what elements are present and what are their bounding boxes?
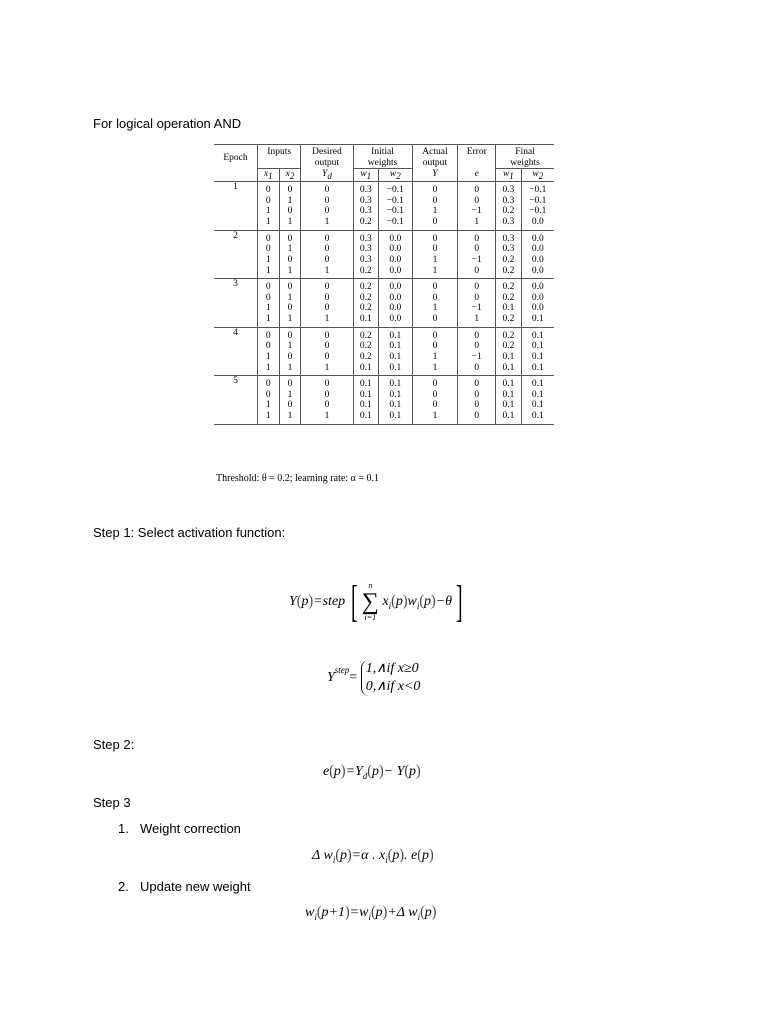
epoch-cell <box>214 206 257 217</box>
table-cell: 0 <box>279 400 301 411</box>
table-cell: 1 <box>257 206 279 217</box>
table-cell: 0.1 <box>378 400 412 411</box>
table-cell: 0 <box>458 182 496 196</box>
table-cell: 0 <box>279 230 301 244</box>
table-cell: 0.1 <box>378 411 412 424</box>
table-cell: 1 <box>279 196 301 207</box>
activation-equation: Y(p)=step [ n ∑ i=1 $x_i(p)w_i(p)-\theta$] <box>289 577 463 626</box>
table-cell: 0.3 <box>496 244 521 255</box>
table-cell: 1 <box>257 255 279 266</box>
col-epoch: Epoch <box>214 145 257 169</box>
col-initial-weights: Initial <box>353 145 412 158</box>
table-cell: 0.3 <box>496 217 521 230</box>
table-cell: 0.2 <box>496 327 521 341</box>
table-cell: 0.0 <box>378 230 412 244</box>
table-cell: 0 <box>301 400 353 411</box>
table-row <box>214 314 554 327</box>
table-cell: 0 <box>301 206 353 217</box>
training-table <box>214 144 554 425</box>
table-cell: 0 <box>301 303 353 314</box>
step3-heading: Step 3 <box>93 795 131 810</box>
col-initial-2: weights <box>353 158 412 169</box>
table-cell: 0.1 <box>353 376 378 390</box>
table-cell: 0 <box>458 293 496 304</box>
table-cell: 0.1 <box>353 314 378 327</box>
table-cell: 0.3 <box>353 230 378 244</box>
table-cell: 0.1 <box>531 330 544 341</box>
table-row <box>214 376 554 390</box>
table-row <box>214 230 554 244</box>
table-cell: 0 <box>412 182 458 196</box>
table-cell: 0 <box>279 376 301 390</box>
table-cell: 1 <box>412 303 458 314</box>
table-cell: 0.3 <box>496 196 521 207</box>
table-cell: 0.1 <box>496 390 521 401</box>
table-cell: 0 <box>301 352 353 363</box>
col-desired: Desired <box>301 145 353 158</box>
table-cell: 0.1 <box>353 390 378 401</box>
table-cell: 1 <box>412 352 458 363</box>
table-row <box>214 293 554 304</box>
table-cell: 0.1 <box>521 411 554 424</box>
table-row <box>214 217 554 230</box>
head-y: Y <box>412 169 458 182</box>
table-cell: 0 <box>279 327 301 341</box>
table-cell: 0 <box>301 376 353 390</box>
table-cell: 0.1 <box>531 351 544 362</box>
table-cell: 1 <box>279 341 301 352</box>
table-cell: 0.2 <box>353 293 378 304</box>
table-cell: 0 <box>301 196 353 207</box>
table-cell: −1 <box>458 206 496 217</box>
table-cell: 0.1 <box>353 363 378 376</box>
table-cell: 1 <box>279 411 301 424</box>
table-cell: 1 <box>301 314 353 327</box>
table-cell: 0 <box>412 390 458 401</box>
table-cell: 0.1 <box>378 390 412 401</box>
table-cell: 0 <box>301 255 353 266</box>
table-cell: 0.0 <box>378 303 412 314</box>
table-cell: 0 <box>301 293 353 304</box>
epoch-cell <box>214 217 257 230</box>
table-cell: 0.1 <box>531 389 544 400</box>
col-desired-2: output <box>301 158 353 169</box>
table-cell: 0.0 <box>531 303 544 314</box>
table-row <box>214 327 554 341</box>
table-cell: 0.2 <box>496 279 521 293</box>
epoch-cell <box>214 196 257 207</box>
table-cell: 0 <box>301 279 353 293</box>
table-row <box>214 255 554 266</box>
table-cell: 0 <box>279 255 301 266</box>
intro-text: For logical operation AND <box>93 116 242 131</box>
cases-brace: 1,∧if x≥0 0,∧if x<0 <box>361 660 421 696</box>
col-error: Error <box>458 145 496 158</box>
table-row <box>214 196 554 207</box>
table-row <box>214 390 554 401</box>
table-cell: 0 <box>412 327 458 341</box>
table-body <box>214 182 554 425</box>
epoch-cell <box>214 303 257 314</box>
table-row <box>214 411 554 424</box>
table-cell: 0 <box>279 206 301 217</box>
table-cell: 1 <box>257 352 279 363</box>
table-cell: 0.1 <box>378 376 412 390</box>
table-cell: 0 <box>279 352 301 363</box>
table-cell: 1 <box>257 400 279 411</box>
step1-heading: Step 1: Select activation function: <box>93 525 286 540</box>
table-cell: 0 <box>458 400 496 411</box>
table-cell: 0 <box>458 341 496 352</box>
col-actual-2: output <box>412 158 458 169</box>
table-cell: 0 <box>412 244 458 255</box>
table-row <box>214 303 554 314</box>
table-cell: 0 <box>279 182 301 196</box>
col-final-2: weights <box>510 157 540 168</box>
table-cell: −0.1 <box>378 217 412 230</box>
perceptron-training-table <box>214 144 554 475</box>
table-cell: 0 <box>458 327 496 341</box>
table-cell: 1 <box>301 217 353 230</box>
head-fw1: $w_1$ <box>496 169 521 182</box>
weight-update-equation: $w_i(p+1)=w_i(p)+\Delta$ $w_i(p)$ <box>305 904 437 922</box>
table-cell: 0 <box>458 376 496 390</box>
col-final-weights: Final <box>496 145 554 158</box>
table-row <box>214 244 554 255</box>
table-cell: 0.1 <box>378 341 412 352</box>
epoch-cell <box>214 411 257 424</box>
epoch-cell <box>214 363 257 376</box>
table-cell: 0 <box>458 266 496 279</box>
table-cell: 0.1 <box>521 314 554 327</box>
table-cell: 1 <box>257 363 279 376</box>
table-cell: 0.3 <box>353 255 378 266</box>
table-cell: −0.1 <box>529 195 547 206</box>
table-cell: 0.1 <box>496 303 521 314</box>
epoch-cell <box>214 293 257 304</box>
table-cell: 0.2 <box>353 352 378 363</box>
table-cell: 0 <box>458 196 496 207</box>
table-cell: 0.1 <box>496 363 521 376</box>
table-cell: 1 <box>412 363 458 376</box>
table-caption: Threshold: θ = 0.2; learning rate: α = 0.1 <box>216 473 379 484</box>
table-cell: 0.1 <box>496 376 521 390</box>
epoch-cell: 3 <box>214 279 257 293</box>
table-cell: 0.0 <box>378 255 412 266</box>
table-cell: 1 <box>257 303 279 314</box>
table-cell: 0 <box>458 411 496 424</box>
table-cell: 0.3 <box>353 182 378 196</box>
table-cell: 0 <box>257 230 279 244</box>
table-cell: 0 <box>412 341 458 352</box>
table-cell: 0 <box>301 341 353 352</box>
table-cell: 0.2 <box>496 341 521 352</box>
table-cell: 0 <box>458 244 496 255</box>
table-cell: 0.2 <box>496 314 521 327</box>
table-cell: 0 <box>412 293 458 304</box>
table-cell: 1 <box>412 411 458 424</box>
table-cell: 1 <box>279 314 301 327</box>
table-cell: 0.0 <box>378 266 412 279</box>
head-yd: $Y_d$ <box>301 169 353 182</box>
epoch-cell: 1 <box>214 182 257 196</box>
table-row <box>214 363 554 376</box>
sum-sign: n ∑ i=1 <box>361 581 379 622</box>
table-cell: 0 <box>412 400 458 411</box>
table-cell: 0 <box>279 303 301 314</box>
table-cell: −1 <box>458 303 496 314</box>
table-cell: 0.2 <box>353 279 378 293</box>
col-actual: Actual <box>412 145 458 158</box>
table-row <box>214 182 554 196</box>
table-cell: −1 <box>458 352 496 363</box>
table-cell: 0.3 <box>353 244 378 255</box>
table-cell: 0 <box>257 390 279 401</box>
head-e: e <box>458 169 496 182</box>
table-cell: 0 <box>257 196 279 207</box>
head-w1: $w_1$ <box>353 169 378 182</box>
table-cell: 0 <box>412 376 458 390</box>
epoch-cell <box>214 244 257 255</box>
table-cell: 1 <box>458 314 496 327</box>
table-cell: 1 <box>279 217 301 230</box>
table-cell: 0.0 <box>531 244 544 255</box>
table-cell: 1 <box>301 411 353 424</box>
table-cell: −1 <box>458 255 496 266</box>
step2-heading: Step 2: <box>93 737 135 752</box>
table-cell: 0 <box>301 390 353 401</box>
table-cell: 0.1 <box>378 363 412 376</box>
table-cell: 0.3 <box>496 230 521 244</box>
table-cell: 1 <box>279 390 301 401</box>
table-row <box>214 266 554 279</box>
table-cell: 0 <box>301 327 353 341</box>
table-cell: 0 <box>301 244 353 255</box>
table-cell: −0.1 <box>529 206 547 217</box>
table-cell: 0.1 <box>378 352 412 363</box>
table-cell: 0.3 <box>353 206 378 217</box>
table-cell: 0 <box>301 230 353 244</box>
table-cell: 1 <box>301 363 353 376</box>
table-row <box>214 341 554 352</box>
table-cell: 0 <box>257 293 279 304</box>
epoch-cell: 5 <box>214 376 257 390</box>
table-cell: 0.0 <box>378 244 412 255</box>
table-row <box>214 400 554 411</box>
table-cell: 0.1 <box>496 411 521 424</box>
table-cell: 0.1 <box>353 400 378 411</box>
epoch-cell <box>214 390 257 401</box>
table-cell: 0 <box>412 314 458 327</box>
table-cell: −0.1 <box>378 182 412 196</box>
table-cell: 0.0 <box>531 233 544 244</box>
table-cell: 0.2 <box>496 255 521 266</box>
col-inputs: Inputs <box>257 145 300 158</box>
table-cell: −0.1 <box>378 196 412 207</box>
step-function-equation: $Y^{step}=$ 1,∧if x≥0 0,∧if x<0 <box>327 661 421 694</box>
table-cell: 0.3 <box>353 196 378 207</box>
table-cell: 0.0 <box>521 217 554 230</box>
epoch-cell <box>214 352 257 363</box>
table-row <box>214 279 554 293</box>
table-cell: 0.0 <box>531 254 544 265</box>
table-cell: 1 <box>279 244 301 255</box>
table-cell: 1 <box>279 293 301 304</box>
epoch-cell: 2 <box>214 230 257 244</box>
table-cell: 0 <box>301 182 353 196</box>
table-cell: 1 <box>257 217 279 230</box>
table-cell: 0.1 <box>531 341 544 352</box>
table-cell: 0 <box>257 279 279 293</box>
table-cell: 0.2 <box>496 266 521 279</box>
table-cell: 0 <box>458 390 496 401</box>
table-cell: 0 <box>412 230 458 244</box>
table-cell: 0 <box>412 196 458 207</box>
table-cell: 0.1 <box>531 400 544 411</box>
table-cell: 1 <box>279 363 301 376</box>
head-fw2: $w_2$ <box>521 169 554 182</box>
table-cell: 1 <box>257 411 279 424</box>
table-cell: 0.2 <box>496 206 521 217</box>
table-cell: 0.0 <box>378 293 412 304</box>
table-cell: 0.1 <box>378 327 412 341</box>
table-cell: 0.2 <box>353 327 378 341</box>
epoch-cell: 4 <box>214 327 257 341</box>
table-cell: 1 <box>257 266 279 279</box>
table-row <box>214 206 554 217</box>
table-cell: 0 <box>257 341 279 352</box>
table-cell: 1 <box>412 206 458 217</box>
table-cell: 0.2 <box>353 341 378 352</box>
table-cell: 0 <box>412 279 458 293</box>
error-equation: $e(p)=Y_d(p)- Y(p)$ <box>323 763 421 781</box>
table-cell: 0 <box>257 182 279 196</box>
table-cell: 1 <box>279 266 301 279</box>
epoch-cell <box>214 314 257 327</box>
table-cell: 0.0 <box>378 279 412 293</box>
table-cell: 0.0 <box>531 292 544 303</box>
head-w2: $w_2$ <box>378 169 412 182</box>
table-cell: 0 <box>279 279 301 293</box>
table-cell: 0.1 <box>496 352 521 363</box>
table-cell: 0 <box>458 279 496 293</box>
table-cell: 0.2 <box>353 266 378 279</box>
table-cell: −0.1 <box>378 206 412 217</box>
table-cell: 0.1 <box>531 379 544 390</box>
table-cell: 0 <box>412 217 458 230</box>
table-cell: 1 <box>412 266 458 279</box>
table-cell: 1 <box>257 314 279 327</box>
table-cell: 0.2 <box>353 217 378 230</box>
table-cell: 0.2 <box>496 293 521 304</box>
table-cell: 1 <box>301 266 353 279</box>
table-cell: 0 <box>458 230 496 244</box>
weight-correction-equation: Δ $w_i(p)=\alpha$ . $x_i(p)$. e(p) <box>312 847 434 865</box>
table-cell: 0 <box>257 376 279 390</box>
table-cell: 0.2 <box>353 303 378 314</box>
head-x1: $x_1$ <box>257 169 279 182</box>
head-x2: $x_2$ <box>279 169 301 182</box>
table-cell: 0 <box>458 363 496 376</box>
epoch-cell <box>214 255 257 266</box>
table-cell: 0.1 <box>353 411 378 424</box>
epoch-cell <box>214 266 257 279</box>
table-cell: 0.1 <box>521 363 554 376</box>
table-row <box>214 352 554 363</box>
epoch-cell <box>214 341 257 352</box>
table-cell: 0.1 <box>496 400 521 411</box>
table-cell: 0.3 <box>496 182 521 196</box>
table-cell: 0.0 <box>521 266 554 279</box>
table-cell: 0 <box>257 327 279 341</box>
table-cell: 0 <box>257 244 279 255</box>
table-cell: 1 <box>458 217 496 230</box>
table-cell: −0.1 <box>529 185 547 196</box>
epoch-cell <box>214 400 257 411</box>
table-cell: 0.0 <box>378 314 412 327</box>
table-cell: 0.0 <box>531 282 544 293</box>
table-cell: 1 <box>412 255 458 266</box>
